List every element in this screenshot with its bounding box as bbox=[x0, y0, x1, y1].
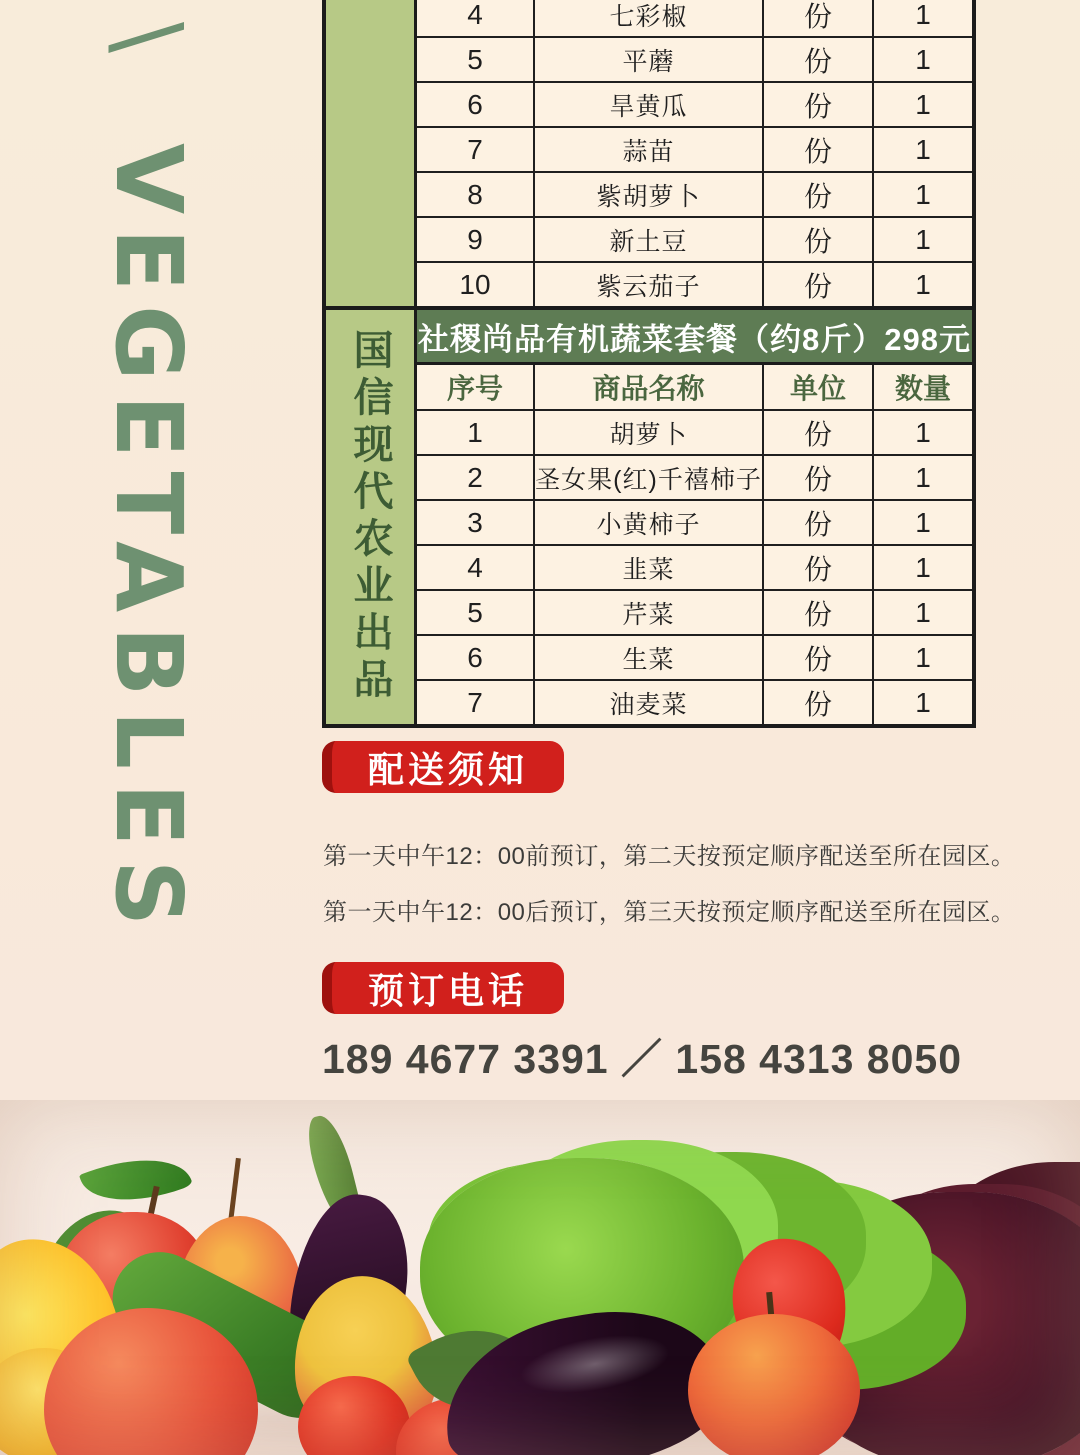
cell-name: 小黄柿子 bbox=[533, 501, 762, 544]
top-table-section bbox=[326, 0, 972, 306]
table-row bbox=[417, 456, 972, 501]
table-row bbox=[417, 128, 972, 173]
cell-qty: 1 bbox=[872, 411, 972, 454]
table-row bbox=[417, 501, 972, 546]
header-no: 序号 bbox=[446, 373, 503, 404]
cell-qty: 1 bbox=[872, 128, 972, 171]
cell-name: 紫云茄子 bbox=[533, 263, 762, 306]
table-row bbox=[417, 636, 972, 681]
cell-unit: 份 bbox=[762, 681, 872, 724]
cell-no: 10 bbox=[459, 268, 491, 300]
table-row bbox=[417, 263, 972, 306]
delivery-notice-line-2: 第一天中午12：00后预订，第三天按预定顺序配送至所在园区。 bbox=[323, 899, 1016, 926]
delivery-notice-line-1: 第一天中午12：00前预订，第二天按预定顺序配送至所在园区。 bbox=[323, 843, 1016, 870]
cell-qty: 1 bbox=[872, 83, 972, 126]
table-row bbox=[417, 411, 972, 456]
table-row bbox=[417, 218, 972, 263]
cell-no: 5 bbox=[467, 596, 483, 628]
cell-unit: 份 bbox=[762, 128, 872, 171]
cell-no: 2 bbox=[467, 461, 483, 493]
top-table-side-strip bbox=[326, 0, 417, 306]
vertical-title-text: VEGETABLES bbox=[95, 143, 202, 941]
cell-name: 旱黄瓜 bbox=[533, 83, 762, 126]
cell-unit: 份 bbox=[762, 173, 872, 216]
cell-name: 生菜 bbox=[533, 636, 762, 679]
cell-no: 6 bbox=[467, 641, 483, 673]
header-name: 商品名称 bbox=[533, 365, 762, 409]
top-table-body bbox=[417, 0, 972, 306]
cell-qty: 1 bbox=[872, 636, 972, 679]
vertical-title bbox=[95, 22, 202, 952]
cell-unit: 份 bbox=[762, 411, 872, 454]
cell-unit: 份 bbox=[762, 263, 872, 306]
producer-label: 国信现代农业出品 bbox=[348, 329, 392, 705]
cell-name: 芹菜 bbox=[533, 591, 762, 634]
cell-unit: 份 bbox=[762, 501, 872, 544]
cell-qty: 1 bbox=[872, 591, 972, 634]
cell-no: 8 bbox=[467, 178, 483, 210]
cell-unit: 份 bbox=[762, 218, 872, 261]
cell-no: 7 bbox=[467, 686, 483, 718]
cell-unit: 份 bbox=[762, 636, 872, 679]
package-table-section bbox=[326, 306, 972, 724]
cell-unit: 份 bbox=[762, 546, 872, 589]
table-header-row bbox=[417, 365, 972, 411]
produce-photo bbox=[0, 1100, 1080, 1455]
header-qty: 数量 bbox=[872, 365, 972, 409]
cell-name: 韭菜 bbox=[533, 546, 762, 589]
cell-no: 7 bbox=[467, 133, 483, 165]
table-row bbox=[417, 681, 972, 724]
booking-phone-banner: 预订电话 bbox=[322, 962, 564, 1014]
cell-qty: 1 bbox=[872, 0, 972, 36]
table-row bbox=[417, 546, 972, 591]
cell-qty: 1 bbox=[872, 173, 972, 216]
cell-name: 油麦菜 bbox=[533, 681, 762, 724]
table-row bbox=[417, 173, 972, 218]
header-unit: 单位 bbox=[762, 365, 872, 409]
cell-no: 4 bbox=[467, 551, 483, 583]
cell-qty: 1 bbox=[872, 501, 972, 544]
cell-unit: 份 bbox=[762, 591, 872, 634]
cell-qty: 1 bbox=[872, 263, 972, 306]
cell-qty: 1 bbox=[872, 38, 972, 81]
cell-name: 蒜苗 bbox=[533, 128, 762, 171]
cell-unit: 份 bbox=[762, 38, 872, 81]
delivery-notice-banner: 配送须知 bbox=[322, 741, 564, 793]
cell-no: 9 bbox=[467, 223, 483, 255]
cell-name: 平蘑 bbox=[533, 38, 762, 81]
cell-name: 胡萝卜 bbox=[533, 411, 762, 454]
cell-qty: 1 bbox=[872, 546, 972, 589]
cell-name: 紫胡萝卜 bbox=[533, 173, 762, 216]
cell-name: 新土豆 bbox=[533, 218, 762, 261]
table-row bbox=[417, 83, 972, 128]
producer-side-strip bbox=[326, 310, 417, 724]
package-table-body bbox=[417, 310, 972, 724]
cell-qty: 1 bbox=[872, 456, 972, 499]
phone-numbers: 189 4677 3391 ／ 158 4313 8050 bbox=[322, 1036, 962, 1082]
cell-qty: 1 bbox=[872, 218, 972, 261]
cell-no: 4 bbox=[467, 0, 483, 30]
cell-name: 七彩椒 bbox=[533, 0, 762, 36]
cell-unit: 份 bbox=[762, 0, 872, 36]
cell-no: 6 bbox=[467, 88, 483, 120]
cell-unit: 份 bbox=[762, 83, 872, 126]
product-tables bbox=[322, 0, 976, 728]
cell-qty: 1 bbox=[872, 681, 972, 724]
table-row bbox=[417, 0, 972, 38]
cell-unit: 份 bbox=[762, 456, 872, 499]
table-row bbox=[417, 38, 972, 83]
photo-vignette bbox=[0, 1100, 1080, 1455]
cell-no: 5 bbox=[467, 43, 483, 75]
cell-no: 1 bbox=[467, 416, 483, 448]
package-title-bar: 社稷尚品有机蔬菜套餐（约8斤）298元 bbox=[417, 310, 972, 365]
table-row bbox=[417, 591, 972, 636]
decorative-slash: \ bbox=[95, 22, 202, 67]
cell-no: 3 bbox=[467, 506, 483, 538]
cell-name: 圣女果(红)千禧柿子 bbox=[533, 456, 762, 499]
